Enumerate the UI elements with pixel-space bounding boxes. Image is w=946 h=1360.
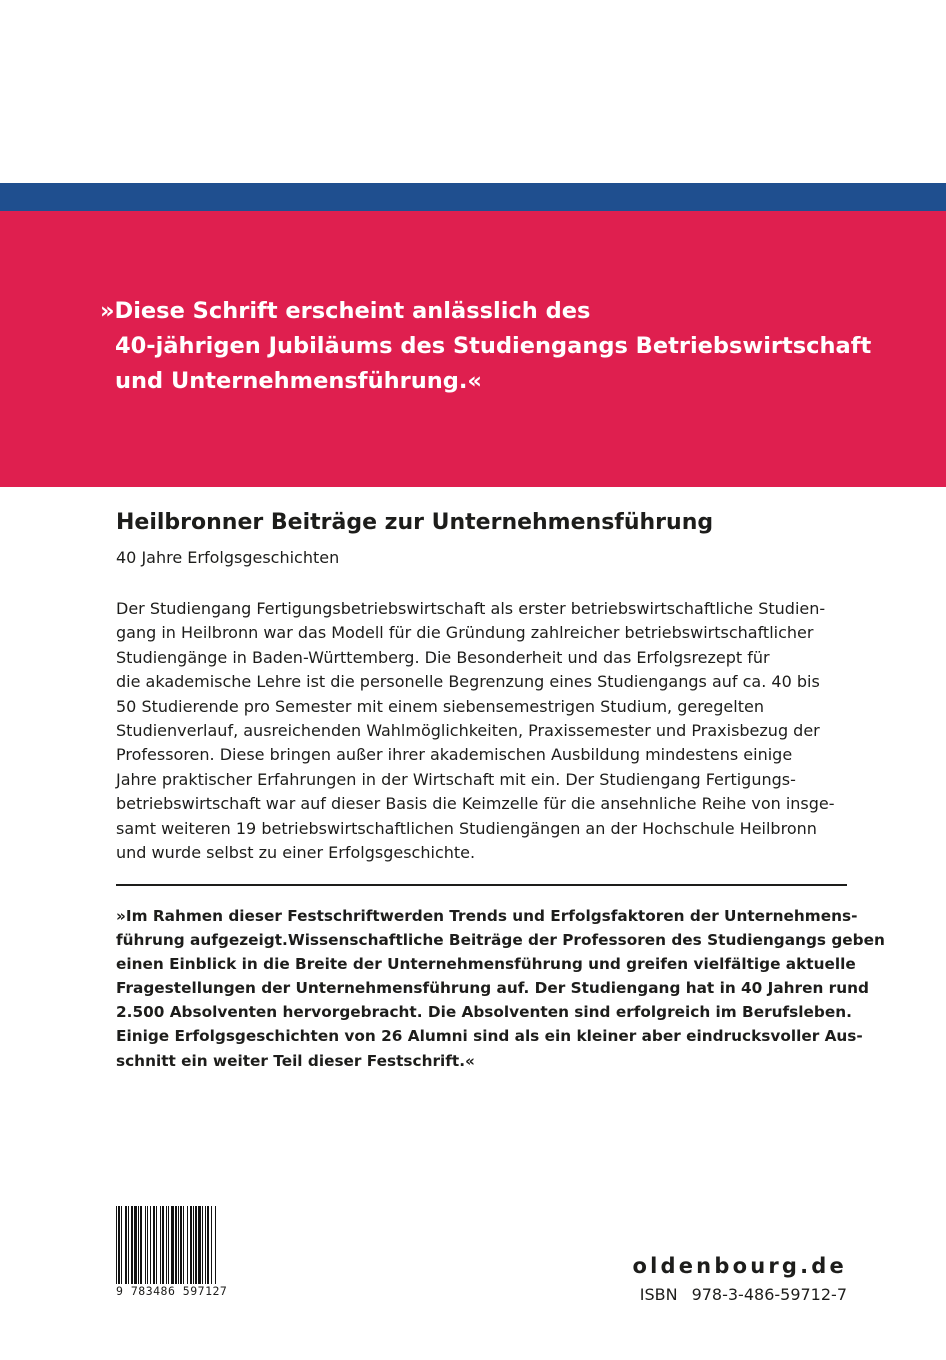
highlight-line: schnitt ein weiter Teil dieser Festschrift.«: [116, 1051, 475, 1070]
barcode-icon: [116, 1206, 261, 1284]
description-line: Professoren. Diese bringen außer ihrer akademischen Ausbildung mindestens einige: [116, 745, 793, 765]
highlight-line: Einige Erfolgsgeschichten von 26 Alumni sind als ein kleiner aber eindrucksvoller Aus-: [116, 1027, 863, 1046]
banner-quote-line: 40-jährigen Jubiläums des Studiengangs Betriebswirtschaft: [115, 333, 872, 359]
description-paragraph: [116, 597, 835, 865]
blue-stripe: [0, 183, 946, 211]
banner-quote: [100, 294, 900, 399]
isbn-label: ISBN: [639, 1285, 678, 1304]
book-subtitle: 40 Jahre Erfolgsgeschichten: [116, 548, 340, 567]
highlight-line: Fragestellungen der Unternehmensführung auf. Der Studiengang hat in 40 Jahren rund: [116, 979, 869, 998]
description-line: Der Studiengang Fertigungsbetriebswirtschaft als erster betriebswirtschaftliche Studien-: [116, 599, 826, 618]
divider-rule: [116, 884, 847, 886]
highlight-line: einen Einblick in die Breite der Unternehmensführung und greifen vielfältige aktuelle: [116, 955, 856, 974]
publisher-website: oldenbourg.de: [632, 1254, 847, 1278]
description-line: Studiengänge in Baden-Württemberg. Die Besonderheit und das Erfolgsrezept für: [116, 647, 770, 667]
description-line: Studienverlauf, ausreichenden Wahlmöglichkeiten, Praxissemester und Praxisbezug der: [116, 721, 820, 741]
description-line: 50 Studierende pro Semester mit einem siebensemestrigen Studium, geregelten: [116, 696, 764, 716]
banner-quote-line: »Diese Schrift erscheint anlässlich des: [100, 298, 591, 324]
description-line: und wurde selbst zu einer Erfolgsgeschichte.: [116, 843, 476, 863]
highlight-line: 2.500 Absolventen hervorgebracht. Die Absolventen sind erfolgreich im Berufsleben.: [116, 1003, 852, 1022]
description-line: gang in Heilbronn war das Modell für die Gründung zahlreicher betriebswirtschaftlicher: [116, 623, 814, 643]
highlight-line: führung aufgezeigt.Wissenschaftliche Beiträge der Professoren des Studiengangs geben: [116, 931, 885, 950]
description-line: Jahre praktischer Erfahrungen in der Wirtschaft mit ein. Der Studiengang Fertigungs-: [116, 769, 796, 789]
description-line: betriebswirtschaft war auf dieser Basis die Keimzelle für die ansehnliche Reihe von insge-: [116, 794, 835, 814]
description-line: die akademische Lehre ist die personelle Begrenzung eines Studiengangs auf ca. 40 bis: [116, 672, 820, 692]
highlight-paragraph: [116, 904, 885, 1073]
isbn-line: [640, 1285, 847, 1304]
book-title: Heilbronner Beiträge zur Unternehmensführung: [116, 510, 714, 535]
isbn-number: 978-3-486-59712-7: [691, 1285, 847, 1304]
description-line: samt weiteren 19 betriebswirtschaftlichen Studiengängen an der Hochschule Heilbronn: [116, 818, 817, 838]
highlight-line: »Im Rahmen dieser Festschriftwerden Trends und Erfolgsfaktoren der Unternehmens-: [116, 907, 858, 925]
barcode-number: 9 783486 597127: [116, 1284, 228, 1298]
banner-quote-line: und Unternehmensführung.«: [115, 368, 482, 394]
